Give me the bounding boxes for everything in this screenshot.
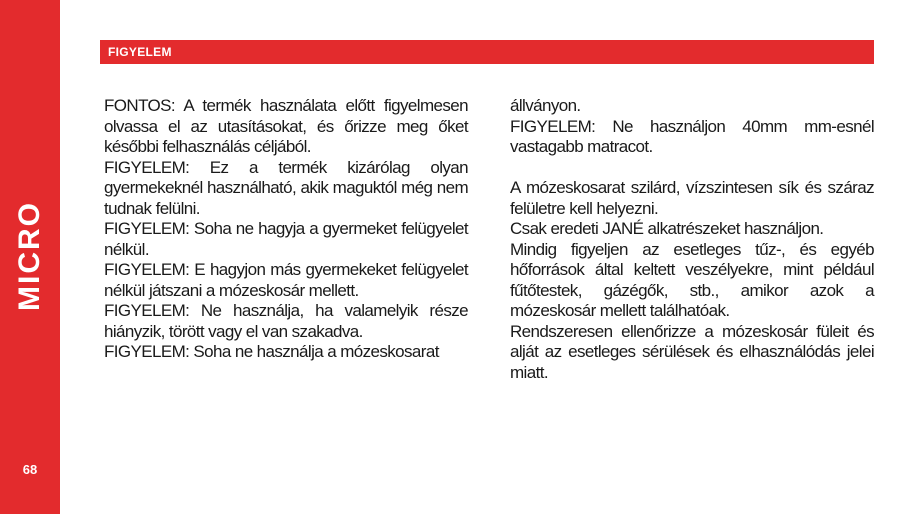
paragraph: állványon. [510, 96, 581, 115]
header-bar [100, 40, 874, 64]
section-title: MICRO [13, 201, 46, 311]
paragraph-gap [510, 158, 874, 179]
left-column [104, 96, 468, 363]
paragraph: Csak eredeti JANÉ alkatrészeket használjon. [510, 219, 824, 238]
paragraph: Rendszeresen ellenőrizze a mózeskosár füleit és alját az esetleges sérülések és elhasználódás jelei miatt. [510, 321, 874, 382]
header-label: FIGYELEM [108, 45, 172, 59]
paragraph: FONTOS: A termék használata előtt figyelmesen olvassa el az utasításokat, és őrizze meg őket későbbi felhasználás céljából. [104, 96, 468, 156]
paragraph: FIGYELEM: E hagyjon más gyermekeket felügyelet nélkül játszani a mózeskosár mellett. [104, 260, 468, 300]
paragraph: Mindig figyeljen az esetleges tűz-, és egyéb hőforrások által keltett veszélyekre, mint például fűtőtestek, gázégők, stb., amikor azok a mózeskosár mellett találhatóak. [510, 239, 874, 320]
side-band [0, 0, 60, 514]
page-number: 68 [22, 462, 38, 477]
paragraph: FIGYELEM: Ne használjon 40mm mm-esnél vastagabb matracot. [510, 116, 874, 156]
paragraph: FIGYELEM: Ez a termék kizárólag olyan gyermekeknél használható, akik maguktól még nem tudnak felülni. [104, 157, 468, 218]
paragraph: A mózeskosarat szilárd, vízszintesen sík és száraz felületre kell helyezni. [510, 178, 874, 218]
paragraph: FIGYELEM: Soha ne használja a mózeskosarat [104, 342, 439, 361]
paragraph: FIGYELEM: Ne használja, ha valamelyik része hiányzik, törött vagy el van szakadva. [104, 301, 468, 341]
right-column [510, 96, 874, 383]
paragraph: FIGYELEM: Soha ne hagyja a gyermeket felügyelet nélkül. [104, 219, 468, 259]
